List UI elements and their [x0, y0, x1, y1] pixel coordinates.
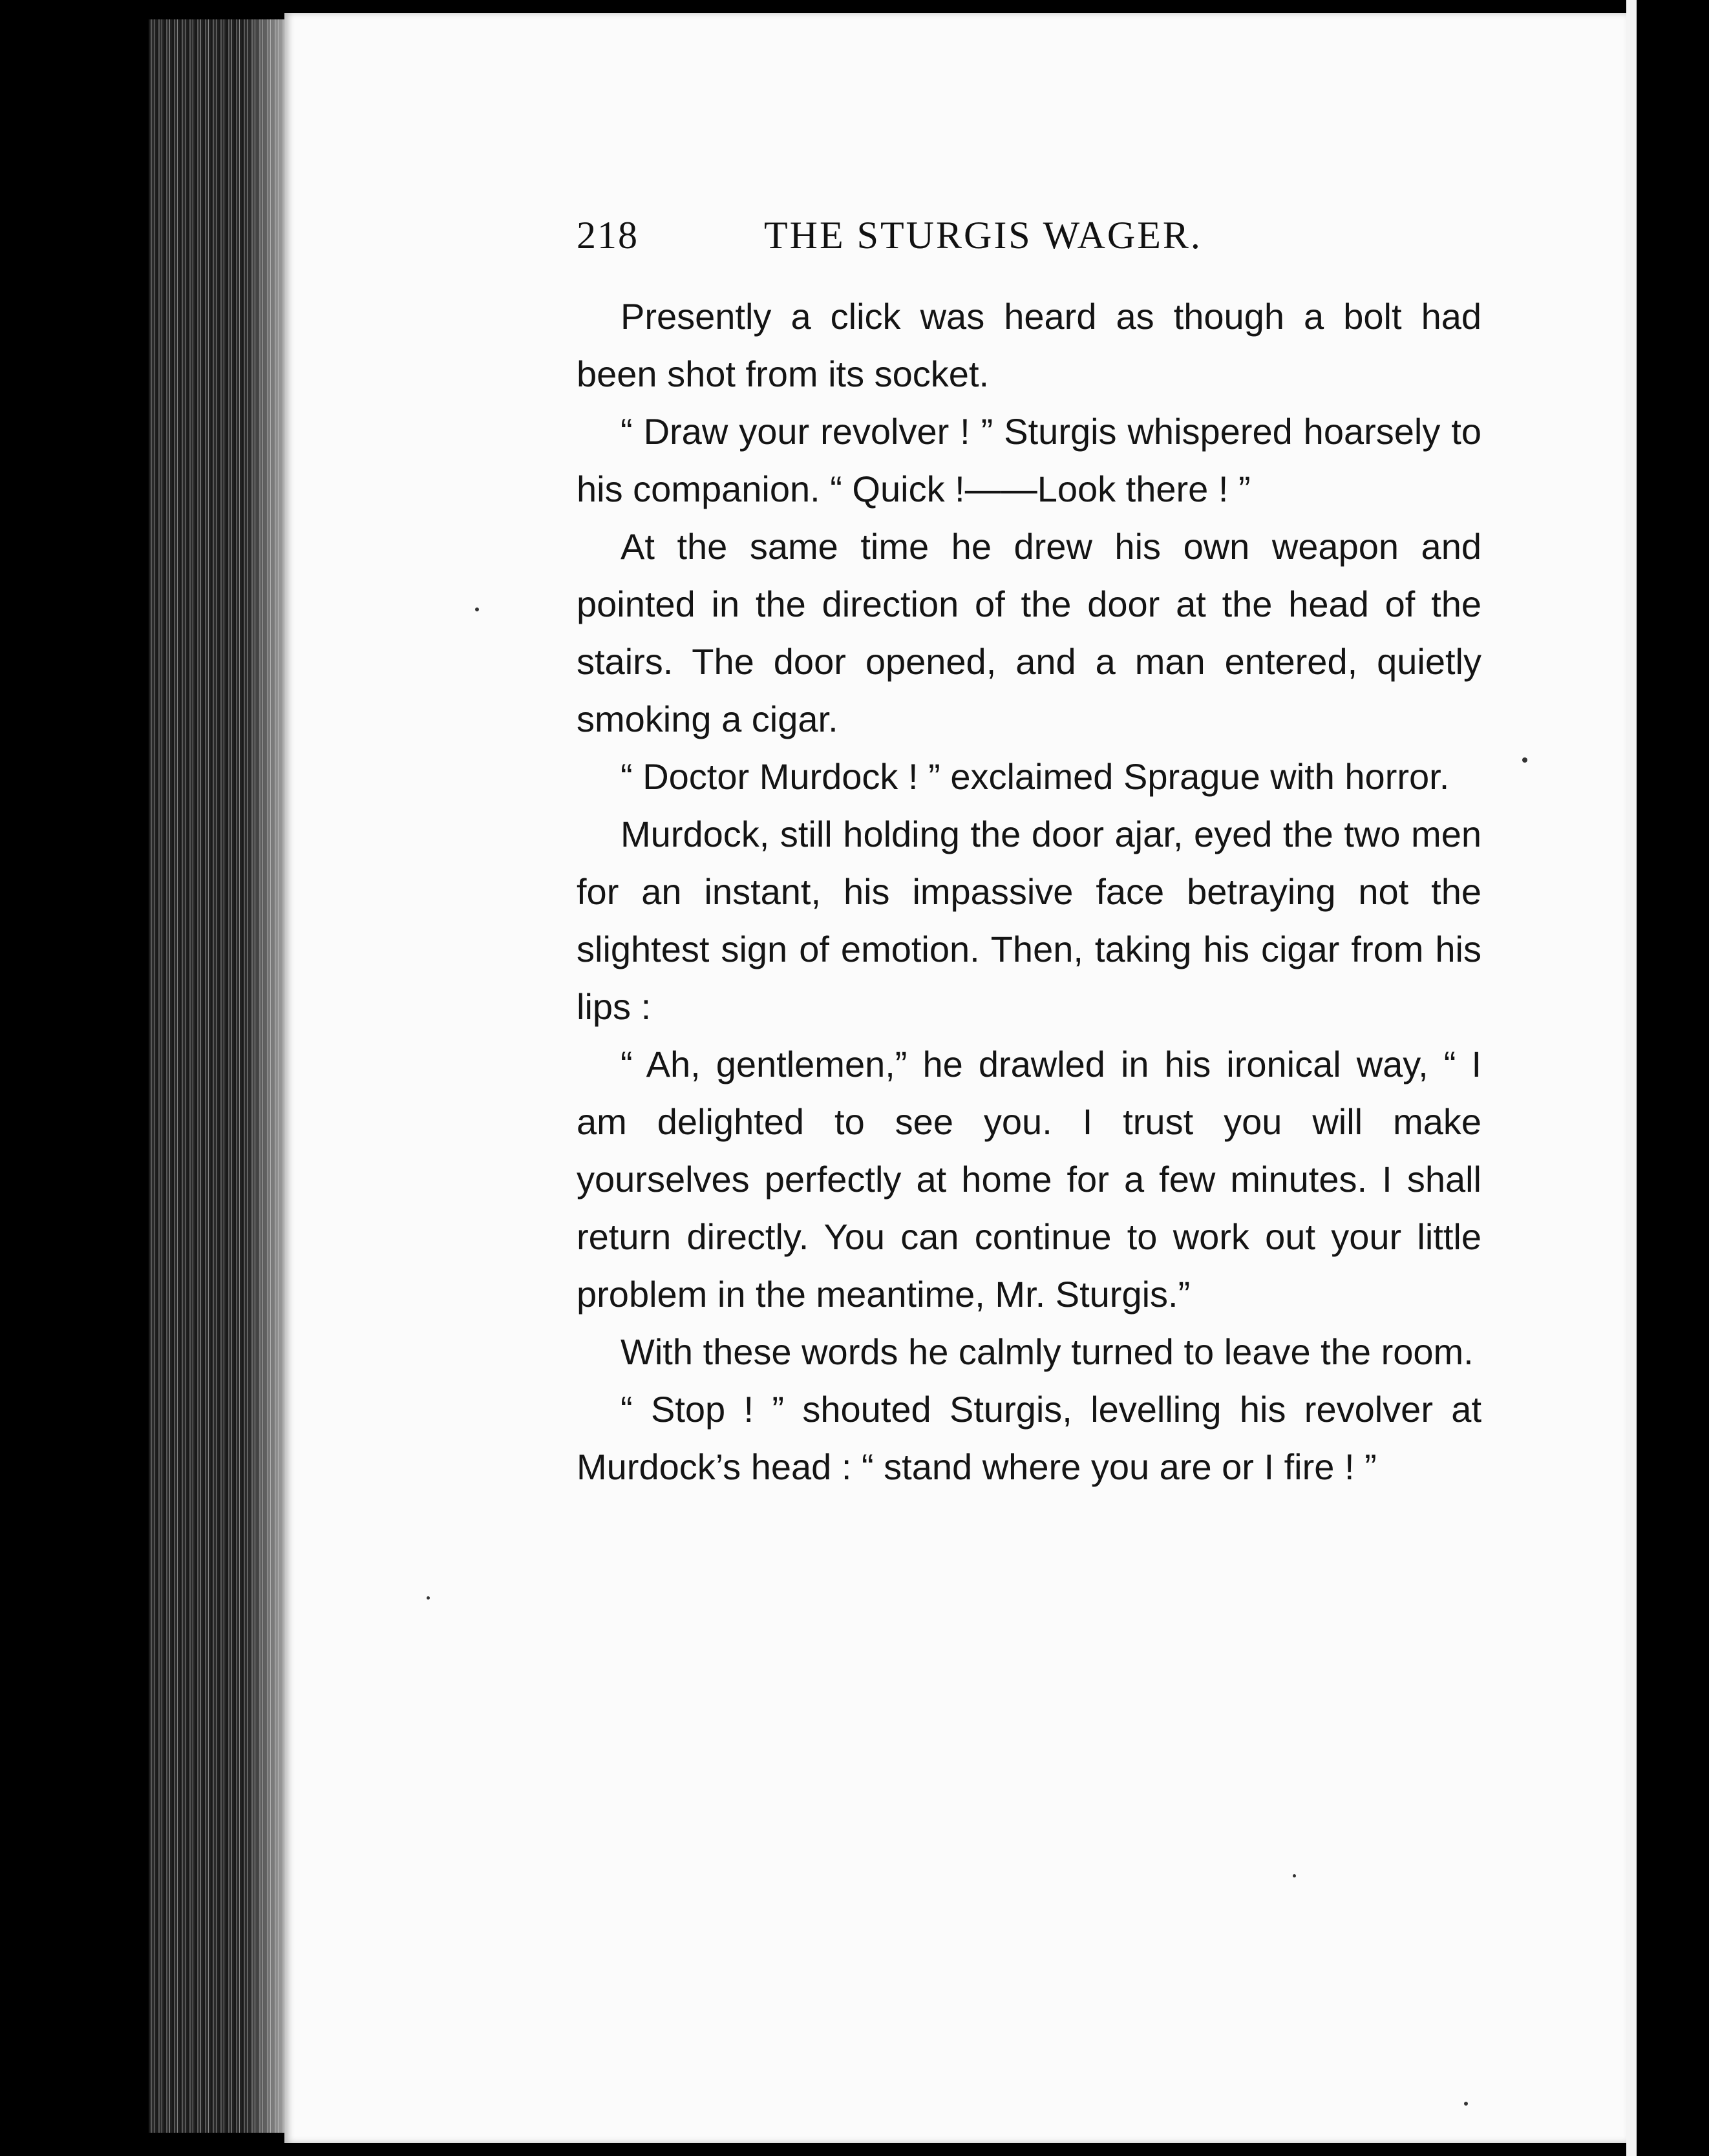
paragraph: Presently a click was heard as though a bolt had been shot from its socket.	[577, 296, 1481, 394]
paragraph: “ Stop ! ” shouted Sturgis, levelling his revolver at Murdock’s head : “ stand where you are or I fire ! ”	[577, 1389, 1481, 1487]
scan-speck	[1464, 2102, 1468, 2106]
scan-speck	[475, 608, 479, 611]
paragraph: “ Doctor Murdock ! ” exclaimed Sprague with horror.	[621, 756, 1450, 797]
scan-speck	[427, 1596, 430, 1600]
body-text	[577, 288, 1481, 1495]
paragraph: With these words he calmly turned to leave the room.	[621, 1331, 1474, 1372]
running-header	[577, 213, 1295, 265]
page-number: 218	[577, 214, 639, 257]
scan-speck	[1293, 1874, 1296, 1877]
facing-page-edge	[1626, 0, 1637, 2156]
running-title: THE STURGIS WAGER.	[764, 214, 1202, 257]
paragraph: “ Ah, gentlemen,” he drawled in his ironical way, “ I am delighted to see you. I trust you will make yourselves perfectly at home for a few minutes. I shall return directly. You can continue to work out your little problem in the meantime, Mr. Sturgis.”	[577, 1044, 1481, 1315]
paragraph: At the same time he drew his own weapon and pointed in the direction of the door at the head of the stairs. The door opened, and a man entered, quietly smoking a cigar.	[577, 526, 1481, 739]
paragraph: Murdock, still holding the door ajar, eyed the two men for an instant, his impassive face betraying not the slightest sign of emotion. Then, taking his cigar from his lips :	[577, 814, 1481, 1027]
paragraph: “ Draw your revolver ! ” Sturgis whispered hoarsely to his companion. “ Quick !——Look there ! ”	[577, 411, 1481, 509]
scan-speck	[1522, 757, 1527, 763]
